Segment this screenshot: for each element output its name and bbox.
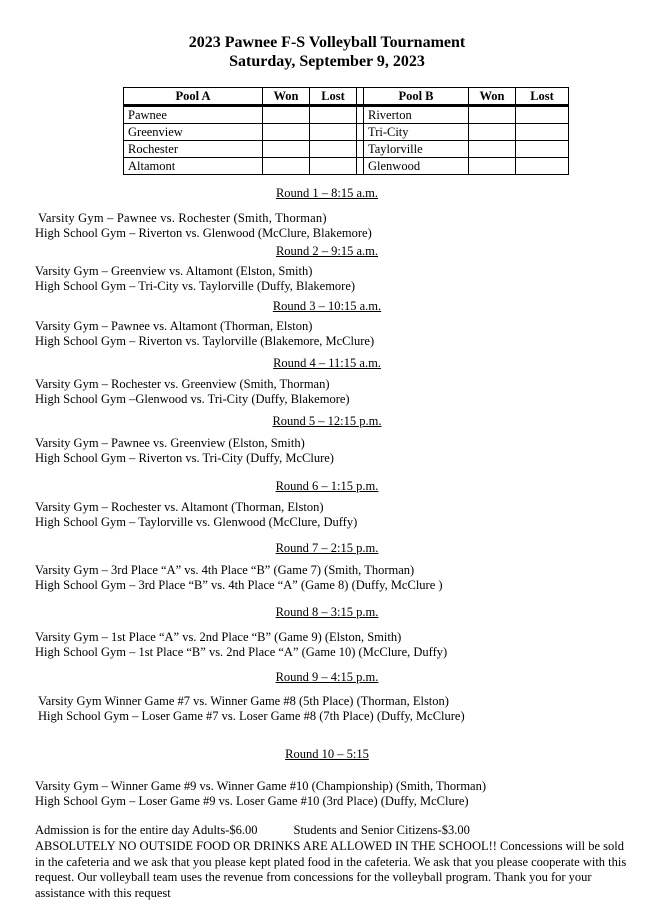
pool-b-lost-header: Lost: [516, 88, 569, 106]
pool-gap: [357, 158, 364, 175]
round-10-high-school: High School Gym – Loser Game #9 vs. Loser Game #10 (3rd Place) (Duffy, McClure): [35, 794, 469, 808]
table-row: [124, 158, 569, 175]
lost-cell: [310, 158, 357, 175]
round-2-heading: Round 2 – 9:15 a.m.: [275, 244, 379, 258]
round-6-high-school: High School Gym – Taylorville vs. Glenwood (McClure, Duffy): [35, 515, 358, 529]
round-4-heading: Round 4 – 11:15 a.m.: [273, 356, 381, 370]
food-policy-note: ABSOLUTELY NO OUTSIDE FOOD OR DRINKS ARE ALLOWED IN THE SCHOOL!! Concessions will be sold in the cafeteria and we ask that you please kept plated food in the cafeteria. We ask that you please cooperate with this request. Our volleyball team uses the revenue from concessions for the volleyball program. Thank you for your assistance with this request: [35, 839, 627, 900]
pools-header-row: [124, 88, 569, 106]
pool-gap: [357, 106, 364, 124]
round-8-high-school: High School Gym – 1st Place “B” vs. 2nd Place “A” (Game 10) (McClure, Duffy): [35, 645, 448, 659]
round-8-heading: Round 8 – 3:15 p.m.: [275, 605, 379, 619]
round-3-heading: Round 3 – 10:15 a.m.: [272, 299, 382, 313]
round-9-high-school: High School Gym – Loser Game #7 vs. Loser Game #8 (7th Place) (Duffy, McClure): [38, 709, 465, 723]
pool-gap: [357, 88, 364, 106]
round-9-varsity: Varsity Gym Winner Game #7 vs. Winner Game #8 (5th Place) (Thorman, Elston): [38, 694, 449, 708]
lost-cell: [310, 124, 357, 141]
pool-a-header: Pool A: [124, 88, 263, 106]
round-2-high-school: High School Gym – Tri-City vs. Taylorville (Duffy, Blakemore): [35, 279, 356, 293]
admission-line: [35, 823, 635, 839]
won-cell: [263, 106, 310, 124]
table-row: [124, 106, 569, 124]
round-2-varsity: Varsity Gym – Greenview vs. Altamont (Elston, Smith): [35, 264, 313, 278]
pool-gap: [357, 141, 364, 158]
admission-students: Students and Senior Citizens-$3.00: [293, 823, 470, 837]
lost-cell: [310, 106, 357, 124]
pool-b-won-header: Won: [469, 88, 516, 106]
pool-b-team: Taylorville: [364, 141, 469, 158]
pool-b-team: Glenwood: [364, 158, 469, 175]
won-cell: [469, 158, 516, 175]
pool-a-team: Altamont: [124, 158, 263, 175]
round-1-high-school: High School Gym – Riverton vs. Glenwood (McClure, Blakemore): [35, 226, 372, 240]
round-1-varsity: Varsity Gym – Pawnee vs. Rochester (Smith, Thorman): [38, 211, 327, 225]
round-3-high-school: High School Gym – Riverton vs. Taylorville (Blakemore, McClure): [35, 334, 375, 348]
table-row: [124, 141, 569, 158]
won-cell: [263, 141, 310, 158]
round-5-varsity: Varsity Gym – Pawnee vs. Greenview (Elston, Smith): [35, 436, 305, 450]
round-7-heading: Round 7 – 2:15 p.m.: [275, 541, 379, 555]
lost-cell: [516, 106, 569, 124]
document-date: Saturday, September 9, 2023: [229, 53, 425, 70]
pool-gap: [357, 124, 364, 141]
lost-cell: [516, 124, 569, 141]
round-3-varsity: Varsity Gym – Pawnee vs. Altamont (Thorman, Elston): [35, 319, 313, 333]
pool-a-lost-header: Lost: [310, 88, 357, 106]
pools-table: [123, 87, 569, 175]
round-1-heading: Round 1 – 8:15 a.m.: [275, 186, 379, 200]
table-row: [124, 124, 569, 141]
round-4-varsity: Varsity Gym – Rochester vs. Greenview (Smith, Thorman): [35, 377, 330, 391]
document-title: 2023 Pawnee F-S Volleyball Tournament: [188, 34, 466, 51]
pool-b-team: Riverton: [364, 106, 469, 124]
round-9-heading: Round 9 – 4:15 p.m.: [275, 670, 379, 684]
pool-a-won-header: Won: [263, 88, 310, 106]
pool-a-team: Greenview: [124, 124, 263, 141]
won-cell: [469, 106, 516, 124]
round-7-high-school: High School Gym – 3rd Place “B” vs. 4th Place “A” (Game 8) (Duffy, McClure ): [35, 578, 443, 592]
round-6-varsity: Varsity Gym – Rochester vs. Altamont (Thorman, Elston): [35, 500, 324, 514]
round-7-varsity: Varsity Gym – 3rd Place “A” vs. 4th Place “B” (Game 7) (Smith, Thorman): [35, 563, 415, 577]
won-cell: [469, 124, 516, 141]
round-5-high-school: High School Gym – Riverton vs. Tri-City (Duffy, McClure): [35, 451, 334, 465]
pool-a-team: Rochester: [124, 141, 263, 158]
round-10-heading: Round 10 – 5:15: [285, 747, 369, 761]
admission-adults: Admission is for the entire day Adults-$6.00: [35, 823, 258, 837]
round-4-high-school: High School Gym –Glenwood vs. Tri-City (Duffy, Blakemore): [35, 392, 350, 406]
won-cell: [263, 158, 310, 175]
won-cell: [469, 141, 516, 158]
round-5-heading: Round 5 – 12:15 p.m.: [272, 414, 382, 428]
lost-cell: [516, 141, 569, 158]
lost-cell: [310, 141, 357, 158]
round-10-varsity: Varsity Gym – Winner Game #9 vs. Winner Game #10 (Championship) (Smith, Thorman): [35, 779, 487, 793]
round-8-varsity: Varsity Gym – 1st Place “A” vs. 2nd Place “B” (Game 9) (Elston, Smith): [35, 630, 402, 644]
pool-b-team: Tri-City: [364, 124, 469, 141]
pool-a-team: Pawnee: [124, 106, 263, 124]
round-6-heading: Round 6 – 1:15 p.m.: [275, 479, 379, 493]
lost-cell: [516, 158, 569, 175]
won-cell: [263, 124, 310, 141]
pool-b-header: Pool B: [364, 88, 469, 106]
